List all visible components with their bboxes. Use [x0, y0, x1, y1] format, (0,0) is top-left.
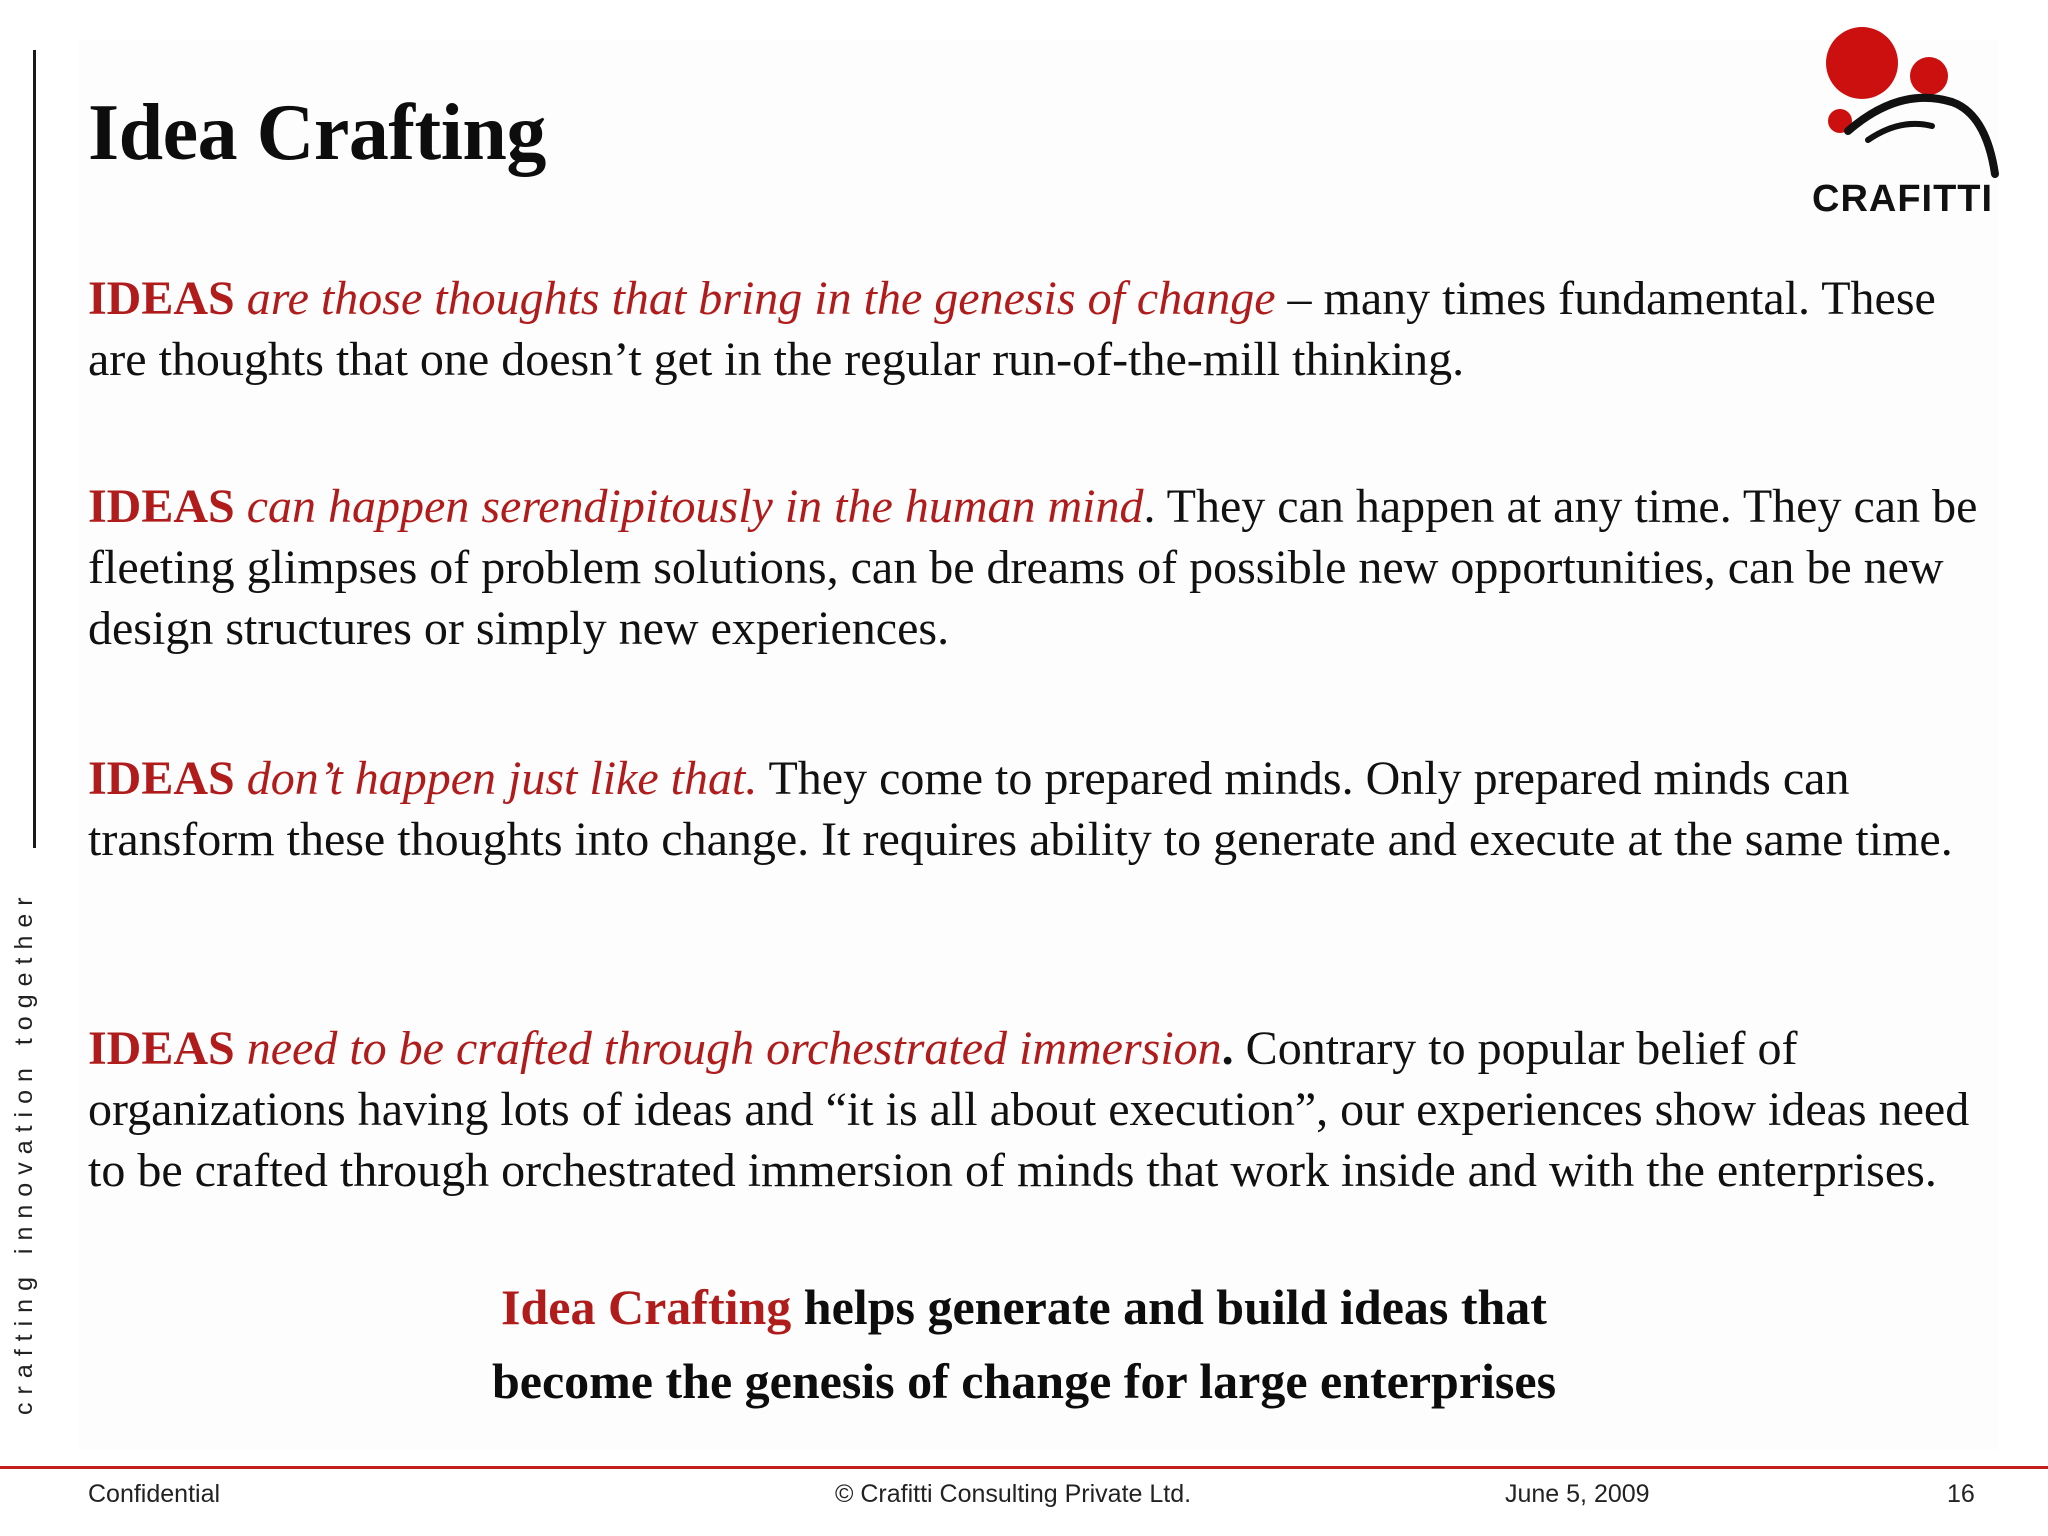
paragraph-emphasis: can happen serendipitously in the human mind	[246, 480, 1144, 533]
paragraph-text: . They can happen at any time. They can be fleeting glimpses of problem solutions, can be dreams of possible new opportunities, can be new design structures or simply new experiences.	[88, 480, 1978, 655]
footer-date: June 5, 2009	[1505, 1480, 1650, 1508]
logo-text: CRAFITTI	[1812, 178, 1994, 220]
paragraph-text: They come to prepared minds. Only prepared minds can transform these thoughts into change. It requires ability to generate and execute at the same time.	[88, 752, 1953, 866]
paragraph-text: – many times fundamental. These are thoughts that one doesn’t get in the regular run-of-the-mill thinking.	[88, 272, 1936, 386]
side-tagline: crafting innovation together	[10, 889, 38, 1415]
closing-brand: Idea Crafting	[501, 1279, 792, 1335]
logo-small-dot	[1910, 57, 1948, 95]
slide-content-area	[78, 40, 1998, 1450]
paragraph-keyword: IDEAS	[88, 1022, 235, 1075]
closing-line-1	[0, 1270, 2048, 1344]
closing-line-2: become the genesis of change for large enterprises	[491, 1353, 1557, 1409]
paragraph-2	[88, 476, 1988, 659]
paragraph-emphasis: are those thoughts that bring in the genesis of change	[246, 272, 1276, 325]
paragraph-keyword: IDEAS	[88, 752, 235, 805]
footer-confidential: Confidential	[88, 1480, 221, 1508]
logo-arc-inner	[1868, 124, 1932, 140]
closing-line-1-text: helps generate and build ideas that	[791, 1279, 1547, 1335]
paragraph-emphasis: don’t happen just like that.	[246, 752, 758, 805]
logo-big-dot	[1826, 27, 1898, 99]
paragraph-bold-punct: .	[1221, 1022, 1234, 1075]
paragraph-keyword: IDEAS	[88, 272, 235, 325]
paragraph-3	[88, 748, 1988, 870]
closing-statement	[0, 1270, 2048, 1418]
footer-divider	[0, 1466, 2048, 1469]
slide-title: Idea Crafting	[88, 89, 546, 177]
footer-page-number: 16	[1947, 1480, 1975, 1508]
paragraph-emphasis: need to be crafted through orchestrated immersion	[246, 1022, 1222, 1075]
paragraph-keyword: IDEAS	[88, 480, 235, 533]
side-divider	[33, 50, 36, 848]
paragraph-1	[88, 268, 1988, 390]
paragraph-4	[88, 1018, 1988, 1201]
paragraph-text: Contrary to popular belief of organizations having lots of ideas and “it is all about execution”, our experiences show ideas need to be crafted through orchestrated immersion of minds that work inside and with the enterprises.	[88, 1022, 1970, 1197]
footer-copyright: © Crafitti Consulting Private Ltd.	[835, 1480, 1192, 1508]
